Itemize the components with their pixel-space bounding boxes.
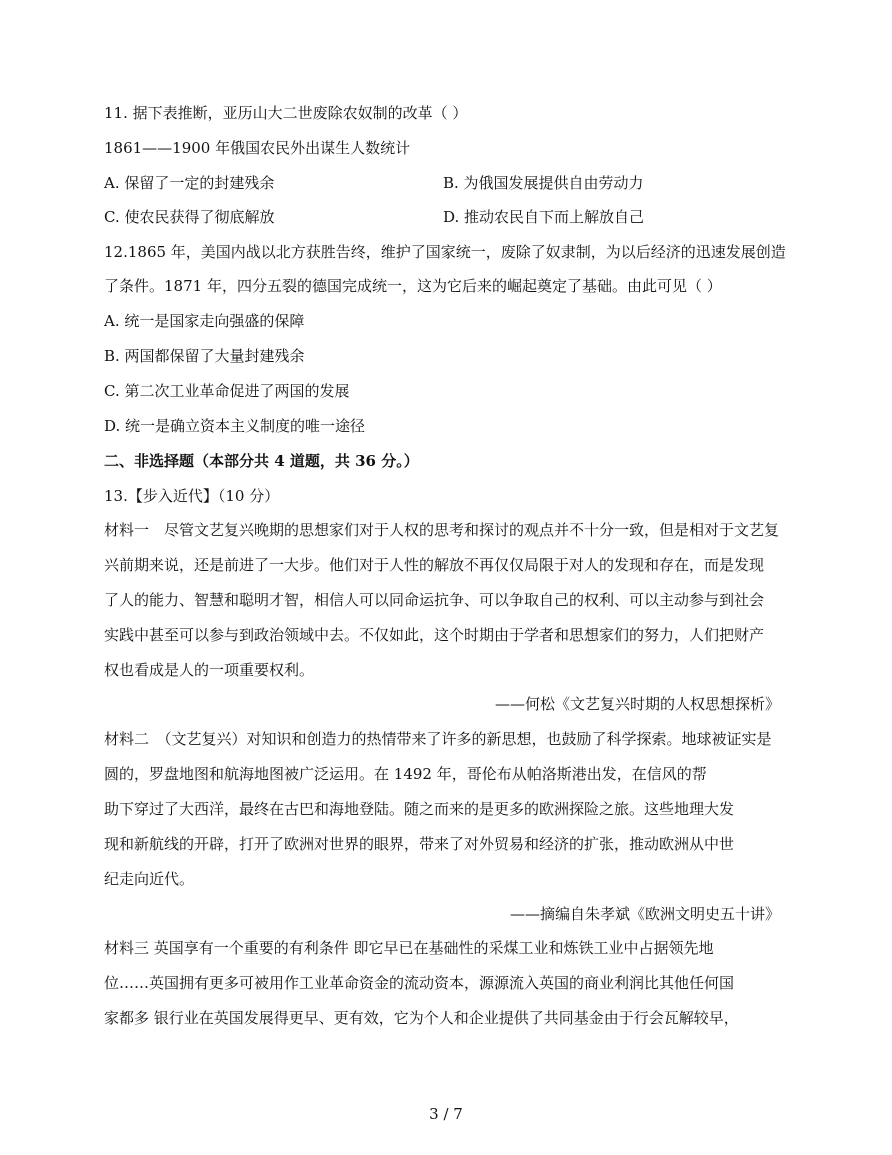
q11-option-a: A. 保留了一定的封建残余 [104, 174, 275, 192]
material1-source: ——何松《文艺复兴时期的人权思想探析》 [494, 695, 780, 713]
material3-line: 位……英国拥有更多可被用作工业革命资金的流动资本，源源流入英国的商业利润比其他任何国 [104, 974, 735, 992]
material3-line: 材料三 英国享有一个重要的有利条件 即它早已在基础性的采煤工业和炼铁工业中占据领先地 [104, 939, 714, 957]
q11-option-b: B. 为俄国发展提供自由劳动力 [443, 174, 644, 192]
q12-stem-line: 了条件。1871 年，四分五裂的德国完成统一，这为它后来的崛起奠定了基础。由此可见（ ） [104, 277, 722, 295]
material1-line: 兴前期来说，还是前进了一大步。他们对于人性的解放不再仅仅局限于对人的发现和存在，而是发现 [104, 556, 765, 574]
q11-stem: 11. 据下表推断，亚历山大二世废除农奴制的改革（ ） [104, 104, 468, 122]
material1-line: 实践中甚至可以参与到政治领域中去。不仅如此，这个时期由于学者和思想家们的努力，人们把财产 [104, 626, 765, 644]
material1-line: 权也看成是人的一项重要权利。 [104, 661, 315, 679]
page-number: 3 / 7 [429, 1105, 463, 1123]
q11-table-caption: 1861——1900 年俄国农民外出谋生人数统计 [104, 139, 411, 157]
q11-option-c: C. 使农民获得了彻底解放 [104, 208, 275, 226]
q13-title: 13.【步入近代】（10 分） [104, 487, 280, 505]
material1-line: 材料一 尽管文艺复兴晚期的思想家们对于人权的思考和探讨的观点并不十分一致，但是相对于文艺复 [104, 521, 780, 539]
q12-stem-line: 12.1865 年，美国内战以北方获胜告终，维护了国家统一，废除了奴隶制，为以后经济的迅速发展创造 [104, 243, 786, 261]
material2-source: ——摘编自朱孝斌《欧洲文明史五十讲》 [509, 905, 780, 923]
section2-heading: 二、非选择题（本部分共 4 道题，共 36 分。） [104, 452, 419, 470]
material2-line: 材料二 （文艺复兴）对知识和创造力的热情带来了许多的新思想，也鼓励了科学探索。地球被证实是 [104, 730, 772, 748]
q12-option-c: C. 第二次工业革命促进了两国的发展 [104, 382, 350, 400]
material1-line: 了人的能力、智慧和聪明才智，相信人可以同命运抗争、可以争取自己的权利、可以主动参与到社会 [104, 591, 765, 609]
material2-line: 圆的，罗盘地图和航海地图被广泛运用。在 1492 年，哥伦布从帕洛斯港出发，在信风的帮 [104, 765, 707, 783]
material2-line: 纪走向近代。 [104, 870, 195, 888]
material2-line: 现和新航线的开辟，打开了欧洲对世界的眼界，带来了对外贸易和经济的扩张，推动欧洲从中世 [104, 835, 735, 853]
material3-line: 家都多 银行业在英国发展得更早、更有效，它为个人和企业提供了共同基金由于行会瓦解较早， [104, 1009, 739, 1027]
q12-option-d: D. 统一是确立资本主义制度的唯一途径 [104, 417, 366, 435]
q11-option-d: D. 推动农民自下而上解放自己 [443, 208, 645, 226]
q12-option-a: A. 统一是国家走向强盛的保障 [104, 312, 305, 330]
q12-option-b: B. 两国都保留了大量封建残余 [104, 347, 305, 365]
material2-line: 助下穿过了大西洋，最终在古巴和海地登陆。随之而来的是更多的欧洲探险之旅。这些地理大发 [104, 800, 735, 818]
